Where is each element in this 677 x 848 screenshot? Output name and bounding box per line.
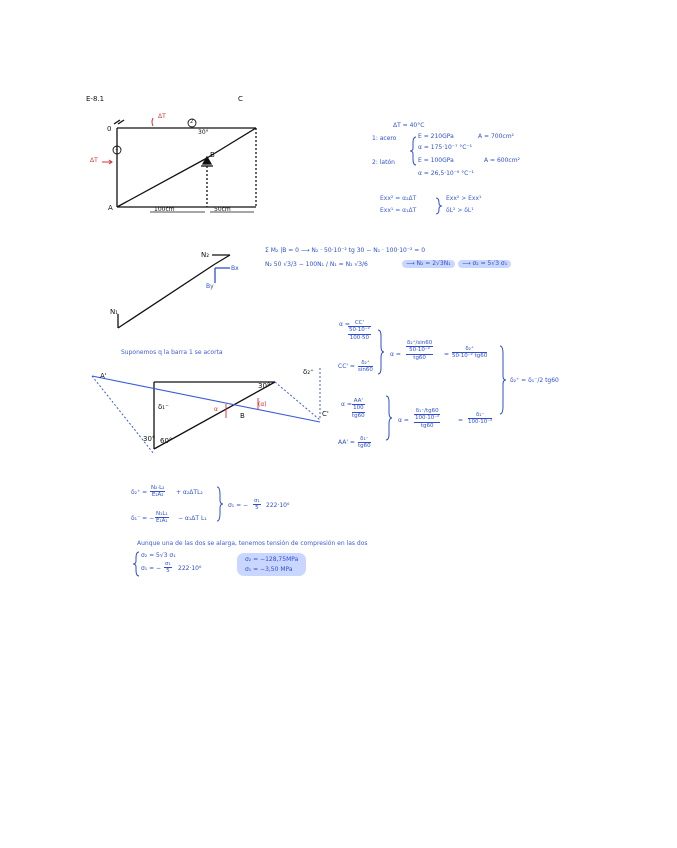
structure-figure [113, 119, 256, 212]
delta-t-arrow-icon [152, 118, 153, 126]
compat-result: δ₂⁺ = δ₁⁻/2 tg60 [510, 377, 559, 384]
disp-eq-1-fraction [155, 511, 169, 525]
brace-compat-2 [386, 396, 392, 440]
def-angle-60: 60° [160, 437, 173, 445]
fbd-n2-label: N₂ [201, 251, 210, 259]
compat-big2-fraction [414, 408, 440, 429]
steel-e: E = 210GPa [418, 133, 454, 140]
brace-compare [436, 198, 442, 214]
brace-disp [217, 487, 223, 521]
compat-cc-num: CC' [348, 320, 371, 327]
compat-big2-den: 100·10⁻² [415, 415, 440, 422]
disp-result-lhs: σ₁ = − [228, 502, 249, 509]
def-alpha: α [214, 406, 218, 413]
compat-alpha-2: α = [341, 401, 352, 408]
compat-big1-rhs-den: 50·10⁻² tg60 [452, 353, 488, 360]
label-o: 0 [107, 125, 112, 133]
final-eq-2-lhs: σ₁ = − [141, 565, 162, 572]
def-delta-2: δ₂⁺ [303, 368, 314, 376]
disp-eq-2-lhs: δ₂⁺ = [131, 489, 148, 496]
compat-big2-den2: tg60 [420, 422, 434, 429]
deformation-figure [92, 368, 320, 454]
final-eq-1: σ₂ = 5√3 σ₁ [141, 552, 176, 559]
delta-t-value: ΔT = 40°C [393, 122, 425, 129]
def-angle-30b: 30° [143, 435, 156, 443]
compat-fraction-cc [348, 320, 371, 341]
disp-result-value: 222·10⁶ [266, 502, 290, 509]
fbd-by-label: By [206, 283, 214, 290]
compat-cc-den2: 100·50 [349, 334, 370, 341]
final-result-sigma1: σ₁ = −3,50 MPa [245, 565, 293, 573]
fbd-bar-upper [215, 255, 230, 264]
delta-t-top: ΔT [158, 113, 166, 120]
angle-30-label: 30° [198, 129, 209, 136]
def-a-prime: A' [100, 372, 107, 380]
brass-alpha: α = 26,5·10⁻⁶ °C⁻¹ [418, 170, 474, 177]
brace-compat-1 [378, 330, 384, 374]
moment-equation: Σ M₂ |B = 0 ⟶ N₂ · 50·10⁻² tg 30 − N₁ · 100·10⁻² = 0 [265, 247, 426, 254]
compat-cc-rel-den: sin60 [358, 367, 373, 374]
compat-big2-rhs-den: 100·10⁻² [468, 419, 493, 426]
compat-big1-den2: tg60 [413, 354, 426, 361]
brackets [133, 137, 506, 576]
compat-big1-rhs-num: δ₂⁺ [452, 346, 487, 353]
conclusion-text: Aunque una de las dos se alarga, tenemos tensión de compresión en las dos [137, 540, 368, 547]
disp-result-den: 5 [255, 505, 259, 512]
assumption-text: Suponemos q la barra 1 se acorta [121, 349, 223, 356]
compat-cc-rel-num: δ₂⁺ [358, 360, 373, 367]
compat-big1-fraction [406, 340, 433, 361]
steel-label: 1: acero [372, 135, 397, 142]
disp-result-fraction [253, 498, 261, 512]
bar-2-number: 2 [190, 119, 194, 125]
fbd-bx-label: Bx [231, 265, 239, 272]
stress-ratio-result: ⟶ σ₂ = 5√3 σ₁ [458, 260, 511, 268]
label-b: B [210, 151, 215, 159]
brace-data [410, 137, 416, 165]
strain-eq-1: Exx¹ = α₁ΔT [380, 207, 417, 214]
disp-eq-1-num: N₁L₁ [156, 511, 168, 517]
disp-eq-2-fraction [150, 485, 165, 499]
moment-solution: N₂ 50 √3/3 − 100N₁ / N₁ = N₂ √3/6 [265, 261, 368, 268]
compat-fraction-aa [352, 398, 365, 419]
compat-aa-den: 100 [353, 405, 364, 412]
strain-compare: Exx² > Exx¹ [446, 195, 482, 202]
delta-t-left: ΔT [90, 157, 98, 164]
def-alpha-angle: (α) [258, 401, 267, 408]
compat-big2-eq: = [458, 417, 464, 424]
def-delta-1: δ₁⁻ [158, 403, 169, 411]
compat-big1-den: 50·10⁻² [406, 347, 433, 354]
compat-big1-rhs [452, 346, 487, 360]
disp-result-num: σ₁ [254, 498, 260, 504]
strain-eq-2: Exx² = α₂ΔT [380, 195, 417, 202]
fbd-bar [118, 264, 215, 328]
disp-eq-2-num: N₂·L₂ [151, 485, 165, 491]
compat-fraction-aa-rel [358, 436, 371, 450]
label-c: C [238, 95, 243, 103]
brass-label: 2: latón [372, 159, 395, 166]
disp-eq-1-den: E₁A₁ [155, 518, 168, 525]
bar-1-number: 1 [115, 146, 119, 152]
final-results-highlight [237, 553, 306, 576]
dim-50-label: 50cm [214, 206, 231, 213]
compat-cc-rel: CC' = [338, 363, 355, 370]
final-result-sigma2: σ₂ = −128,75MPa [245, 556, 299, 563]
label-a: A [108, 204, 113, 212]
compat-cc-den: 50·10⁻² [349, 327, 370, 334]
fbd-figure [118, 255, 230, 328]
dim-100-label: 100cm [154, 206, 175, 213]
compat-big1-num: δ₂⁺/sin60 [407, 340, 433, 346]
def-b: B [240, 412, 245, 420]
compat-big2-rhs-num: δ₁⁻ [468, 412, 492, 419]
compat-aa-rel: AA' = [338, 439, 355, 446]
compat-aa-rel-num: δ₁⁻ [358, 436, 371, 443]
final-eq-2-den: 5 [166, 568, 170, 575]
compat-big2-rhs [468, 412, 492, 426]
final-eq-2-fraction [164, 561, 172, 575]
fbd-n1-label: N₁ [110, 308, 119, 316]
compat-aa-den2: tg60 [352, 412, 365, 419]
disp-eq-1-lhs: δ₁⁻ = − [131, 515, 155, 522]
steel-area: A = 700cm² [478, 133, 514, 140]
n2-result: ⟶ N₂ = 2√3N₁ [402, 260, 455, 268]
disp-eq-2-den: E₂A₂ [151, 492, 164, 499]
def-rotated-line [92, 376, 320, 422]
compat-alpha-1: α = [339, 321, 350, 328]
brass-e: E = 100GPa [418, 157, 454, 164]
def-angle-30: 30° [258, 382, 271, 390]
final-eq-2-num: σ₁ [165, 561, 171, 567]
steel-alpha: α = 175·10⁻⁷ °C⁻¹ [418, 144, 473, 151]
compat-big1-lhs: α = [390, 351, 401, 358]
def-c-prime: C' [322, 410, 329, 418]
brass-area: A = 600cm² [484, 157, 520, 164]
final-eq-2-value: 222·10⁶ [178, 565, 202, 572]
compat-big2-lhs: α = [398, 417, 409, 424]
compat-aa-num: AA' [353, 398, 363, 404]
compat-big1-eq: = [444, 351, 450, 358]
brace-compat-big [500, 346, 506, 414]
compat-fraction-cc-rel [358, 360, 373, 374]
disp-eq-2-thermal: + α₂ΔTL₂ [176, 489, 203, 496]
elongation-compare: δL² > δL¹ [446, 207, 474, 214]
compat-big2-num: δ₁⁻/tg60 [415, 408, 439, 414]
compat-aa-rel-den: tg60 [358, 443, 371, 450]
problem-id: E-8.1 [86, 95, 105, 103]
diagonal-line [117, 158, 207, 207]
disp-eq-1-thermal: − α₁ΔT L₁ [178, 515, 207, 522]
brace-final [133, 552, 139, 576]
